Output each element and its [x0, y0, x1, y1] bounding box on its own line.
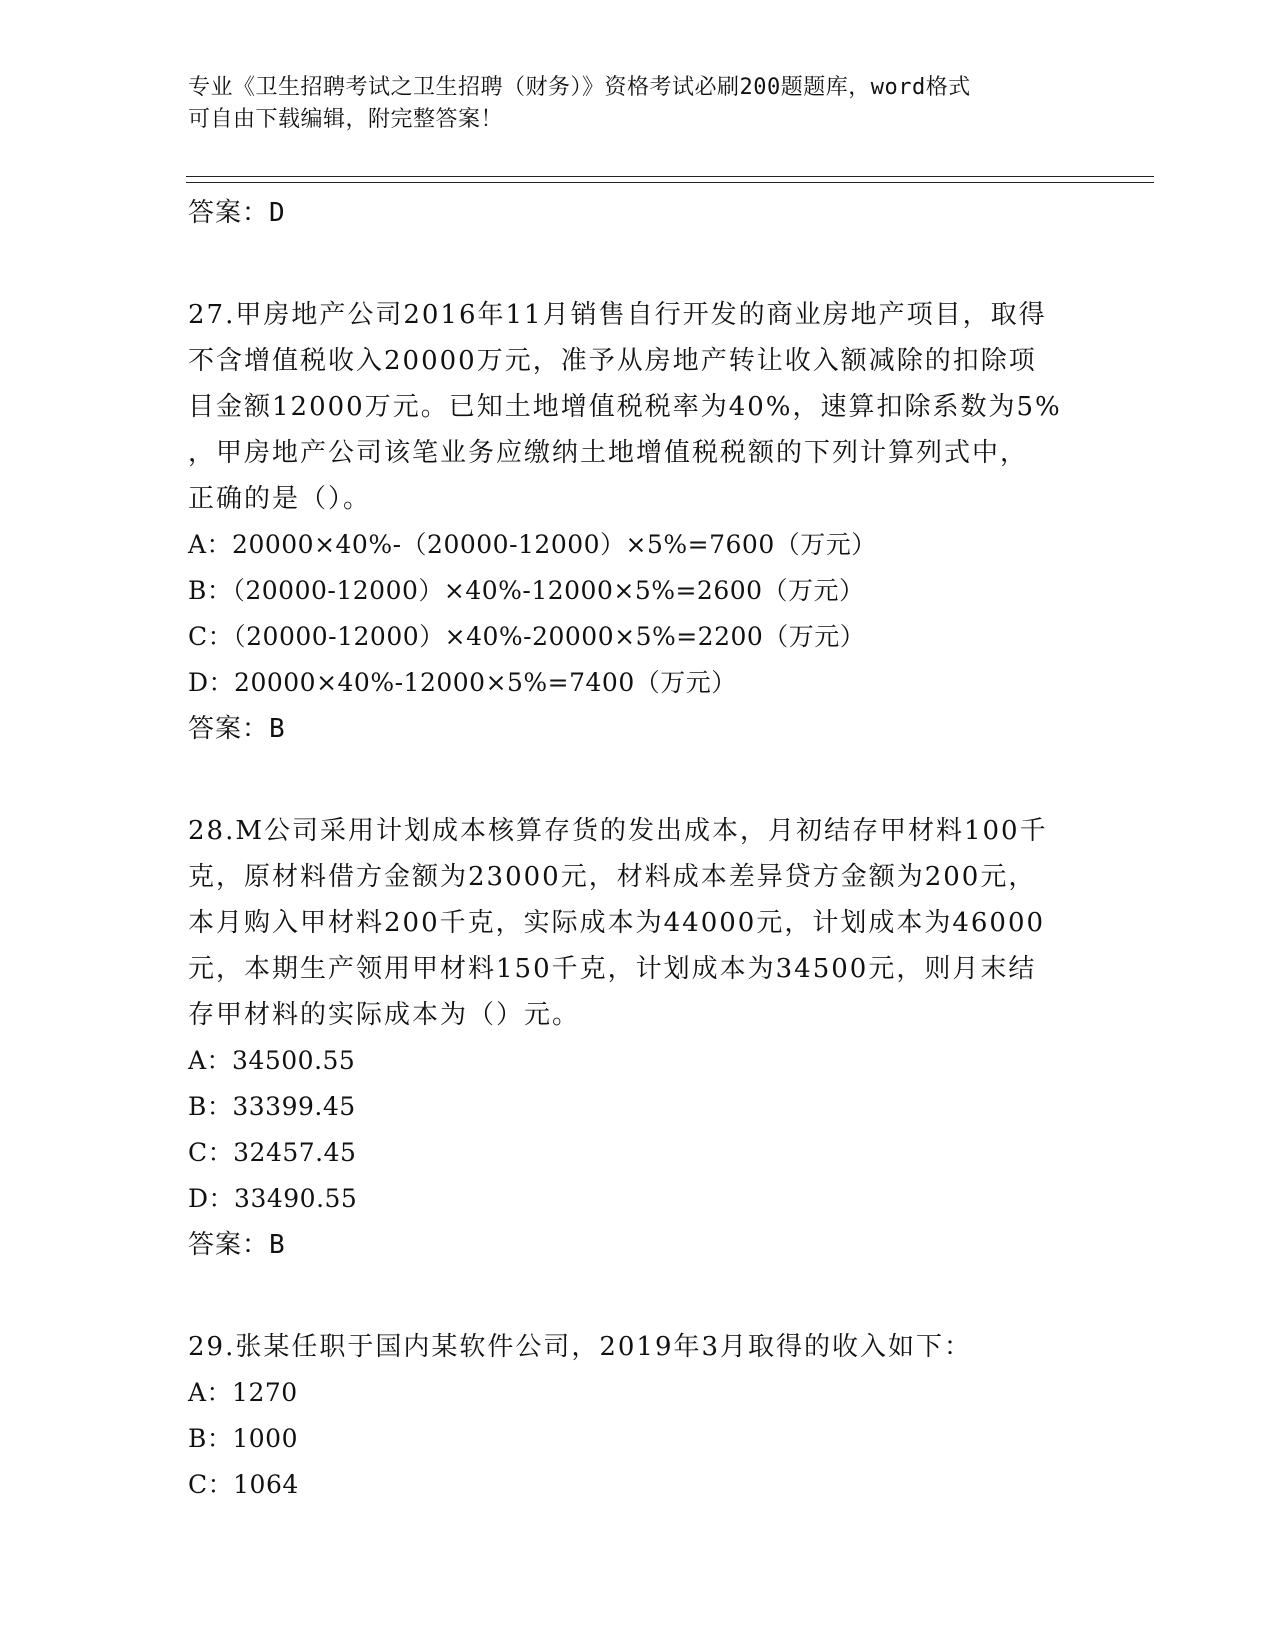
spacer [188, 236, 1088, 292]
question-28-line: 元，本期生产领用甲材料150千克，计划成本为34500元，则月末结 [188, 954, 1037, 984]
header-line-2: 可自由下载编辑，附完整答案！ [188, 107, 504, 132]
header-rule-top [186, 176, 1154, 177]
option-d: D：20000×40%-12000×5%=7400（万元） [188, 668, 737, 697]
question-27-line: 不含增值税收入20000万元，准予从房地产转让收入额减除的扣除项 [188, 346, 1037, 376]
option-b: B：33399.45 [188, 1092, 356, 1121]
option-b: B：1000 [188, 1424, 298, 1453]
document-body [188, 190, 1088, 1508]
question-27-line: 目金额12000万元。已知土地增值税税率为40%，速算扣除系数为5% [188, 392, 1062, 422]
question-27-line: 正确的是（）。 [188, 484, 372, 514]
option-a: A：20000×40%-（20000-12000）×5%=7600（万元） [188, 530, 877, 559]
question-29 [188, 1324, 1088, 1508]
spacer [188, 752, 1088, 808]
answer-28: 答案：B [188, 1230, 286, 1260]
question-28-line: 本月购入甲材料200千克，实际成本为44000元，计划成本为46000 [188, 908, 1046, 938]
question-29-line: 29.张某任职于国内某软件公司，2019年3月取得的收入如下： [188, 1332, 973, 1362]
header-rule-bottom [186, 182, 1154, 183]
question-28 [188, 808, 1088, 1268]
page-header [188, 72, 1068, 136]
header-line-1: 专业《卫生招聘考试之卫生招聘（财务）》资格考试必刷200题题库，word格式 [188, 75, 971, 100]
previous-answer: 答案：D [188, 198, 286, 228]
spacer [188, 1268, 1088, 1324]
option-c: C：32457.45 [188, 1138, 357, 1167]
question-28-line: 28.M公司采用计划成本核算存货的发出成本，月初结存甲材料100千 [188, 816, 1048, 846]
option-c: C：1064 [188, 1470, 299, 1499]
question-27 [188, 292, 1088, 752]
option-c: C：（20000-12000）×40%-20000×5%=2200（万元） [188, 622, 866, 651]
question-28-line: 克，原材料借方金额为23000元，材料成本差异贷方金额为200元， [188, 862, 1037, 892]
option-b: B：（20000-12000）×40%-12000×5%=2600（万元） [188, 576, 865, 605]
option-a: A：34500.55 [188, 1046, 356, 1075]
question-27-line: ，甲房地产公司该笔业务应缴纳土地增值税税额的下列计算列式中， [188, 438, 1029, 468]
option-a: A：1270 [188, 1378, 298, 1407]
option-d: D：33490.55 [188, 1184, 358, 1213]
question-27-line: 27.甲房地产公司2016年11月销售自行开发的商业房地产项目，取得 [188, 300, 1047, 330]
question-28-line: 存甲材料的实际成本为（）元。 [188, 1000, 581, 1030]
answer-27: 答案：B [188, 714, 286, 744]
